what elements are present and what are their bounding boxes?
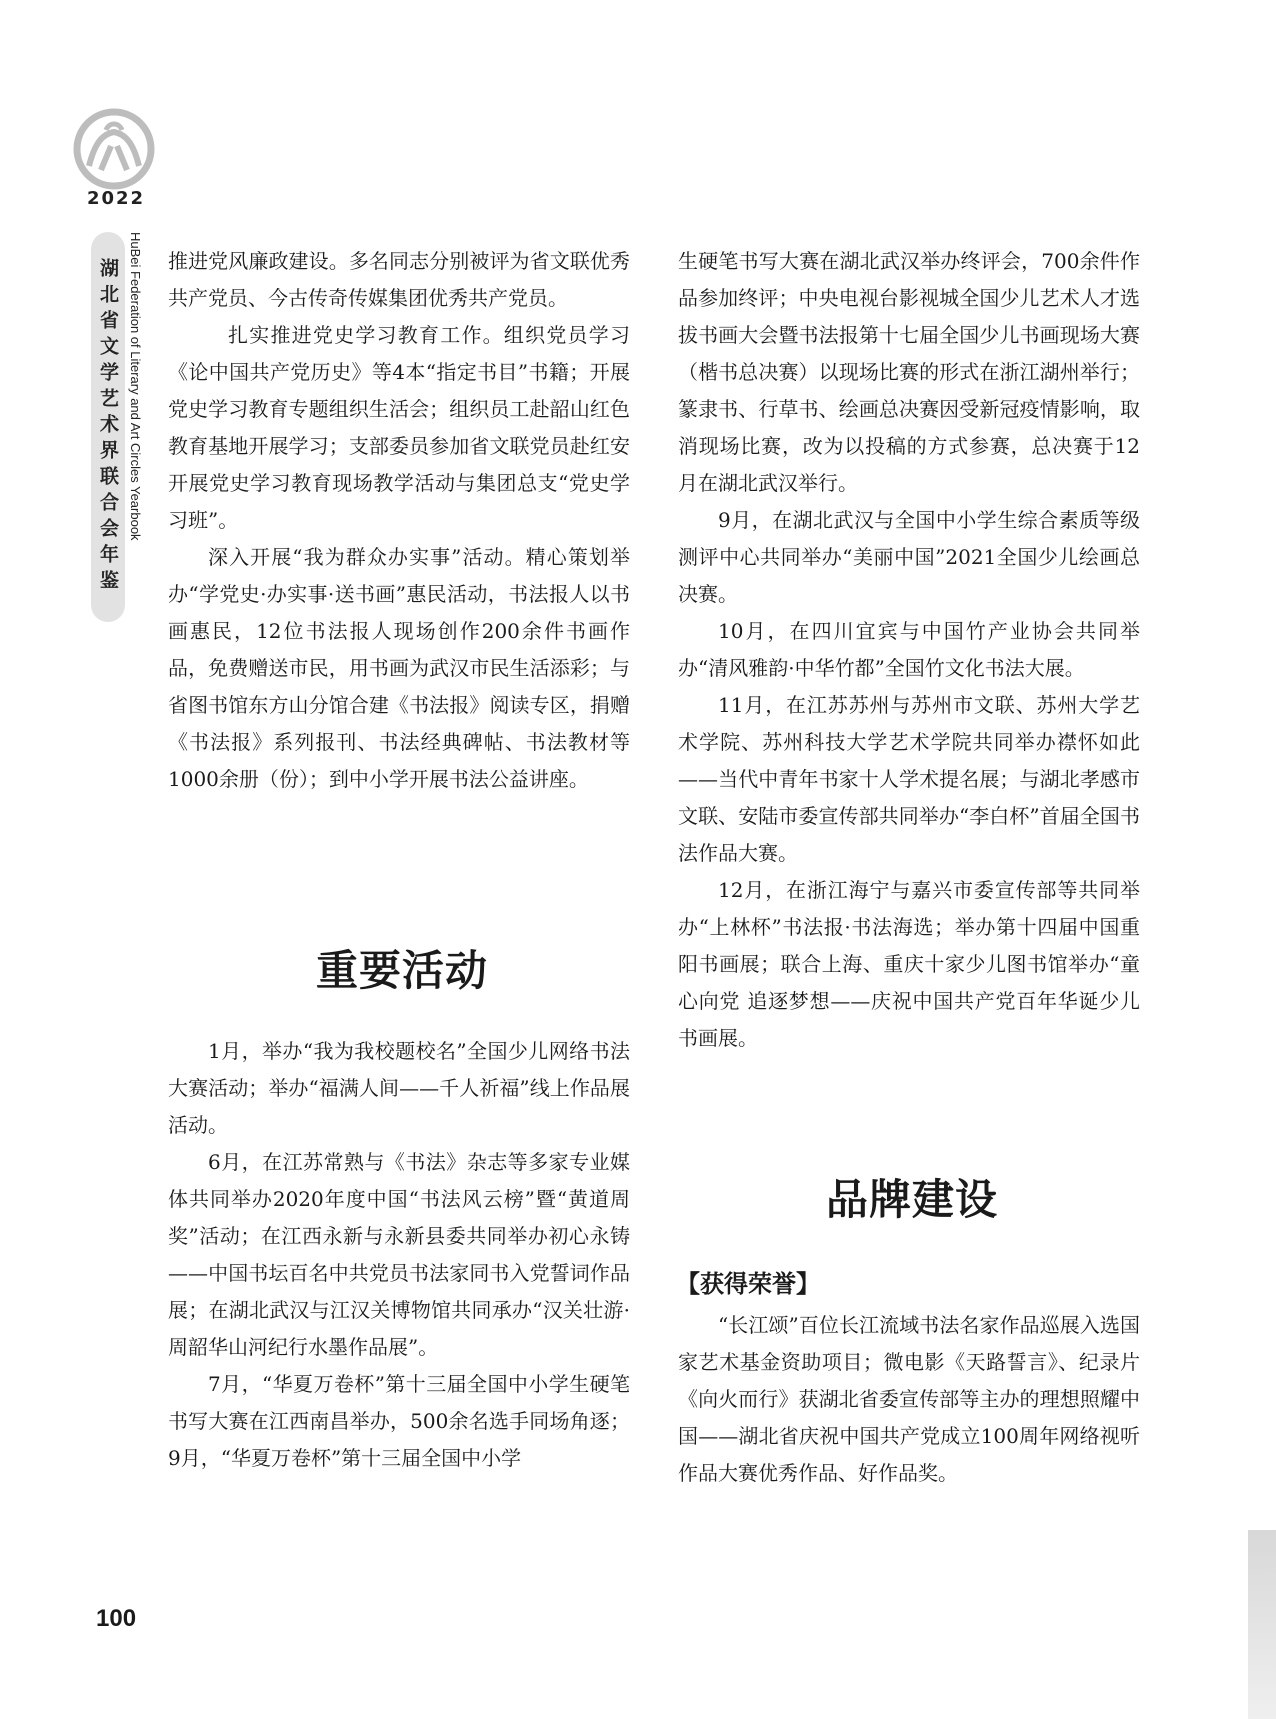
activity-paragraph: 9月，在湖北武汉与全国中小学生综合素质等级测评中心共同举办“美丽中国”2021全国少儿绘画总决赛。 — [678, 508, 1140, 606]
side-title-en: HuBei Federation of Literary and Art Circles Yearbook — [128, 232, 143, 541]
activity-paragraph: 1月，举办“我为我校题校名”全国少儿网络书法大赛活动；举办“福满人间——千人祈福”线上作品展活动。 — [168, 1039, 630, 1137]
paragraph: 深入开展“我为群众办实事”活动。精心策划举办“学党史·办实事·送书画”惠民活动，书法报人以书画惠民，12位书法报人现场创作200余件书画作品，免费赠送市民，用书画为武汉市民生活添彩；与省图书馆东方山分馆合建《书法报》阅读专区，捐赠《书法报》系列报刊、书法经典碑帖、书法教材等1000余册（份）；到中小学开展书法公益讲座。 — [168, 545, 630, 791]
paragraph: 推进党风廉政建设。多名同志分别被评为省文联优秀共产党员、今古传奇传媒集团优秀共产党员。 — [168, 249, 630, 310]
year-label: 2022 — [86, 188, 146, 209]
activity-paragraph: 11月，在江苏苏州与苏州市文联、苏州大学艺术学院、苏州科技大学艺术学院共同举办襟怀如此——当代中青年书家十人学术提名展；与湖北孝感市文联、安陆市委宣传部共同举办“李白杯”首届全国书法作品大赛。 — [678, 693, 1140, 865]
activity-paragraph: 生硬笔书写大赛在湖北武汉举办终评会，700余件作品参加终评；中央电视台影视城全国少儿艺术人才选拔书画大会暨书法报第十七届全国少儿书画现场大赛（楷书总决赛）以现场比赛的形式在浙江湖州举行；篆隶书、行草书、绘画总决赛因受新冠疫情影响，取消现场比赛，改为以投稿的方式参赛，总决赛于12月在湖北武汉举行。 — [678, 249, 1140, 495]
section-title-brand-building: 品牌建设 — [826, 1175, 999, 1224]
activity-paragraph: 6月，在江苏常熟与《书法》杂志等多家专业媒体共同举办2020年度中国“书法风云榜”暨“黄道周奖”活动；在江西永新与永新县委共同举办初心永铸——中国书坛百名中共党员书法家同书入党誓词作品展；在湖北武汉与江汉关博物馆共同承办“汉关壮游·周韶华山河纪行水墨作品展”。 — [168, 1150, 630, 1359]
page-number: 100 — [96, 1605, 137, 1632]
activity-paragraph: 12月，在浙江海宁与嘉兴市委宣传部等共同举办“上林杯”书法报·书法海选；举办第十四届中国重阳书画展；联合上海、重庆十家少儿图书馆举办“童心向党 追逐梦想——庆祝中国共产党百年华诞少儿书画展。 — [678, 878, 1140, 1050]
activity-paragraph: 10月，在四川宜宾与中国竹产业协会共同举办“清风雅韵·中华竹都”全国竹文化书法大展。 — [678, 619, 1140, 680]
honor-paragraph: “长江颂”百位长江流域书法名家作品巡展入选国家艺术基金资助项目；微电影《天路誓言》、纪录片《向火而行》获湖北省委宣传部等主办的理想照耀中国——湖北省庆祝中国共产党成立100周年网络视听作品大赛优秀作品、好作品奖。 — [678, 1313, 1140, 1485]
honor-block — [678, 1307, 1140, 1492]
yearbook-logo-icon — [73, 108, 155, 190]
page-edge-tab — [1248, 1530, 1276, 1719]
section-title-important-activities: 重要活动 — [316, 946, 489, 995]
side-title-cn: 湖北省文学艺术界联合会年鉴 — [91, 232, 125, 622]
activity-paragraph: 7月，“华夏万卷杯”第十三届全国中小学生硬笔书写大赛在江西南昌举办，500余名选手同场角逐；9月，“华夏万卷杯”第十三届全国中小学 — [168, 1372, 630, 1470]
left-activities — [168, 1033, 630, 1477]
subsection-title-honors: 【获得荣誉】 — [676, 1270, 820, 1298]
right-column — [678, 243, 1140, 1057]
paragraph: 扎实推进党史学习教育工作。组织党员学习《论中国共产党历史》等4本“指定书目”书籍；开展党史学习教育专题组织生活会；组织员工赴韶山红色教育基地开展学习；支部委员参加省文联党员赴红安开展党史学习教育现场教学活动与集团总支“党史学习班”。 — [168, 323, 630, 532]
left-column — [168, 243, 630, 798]
